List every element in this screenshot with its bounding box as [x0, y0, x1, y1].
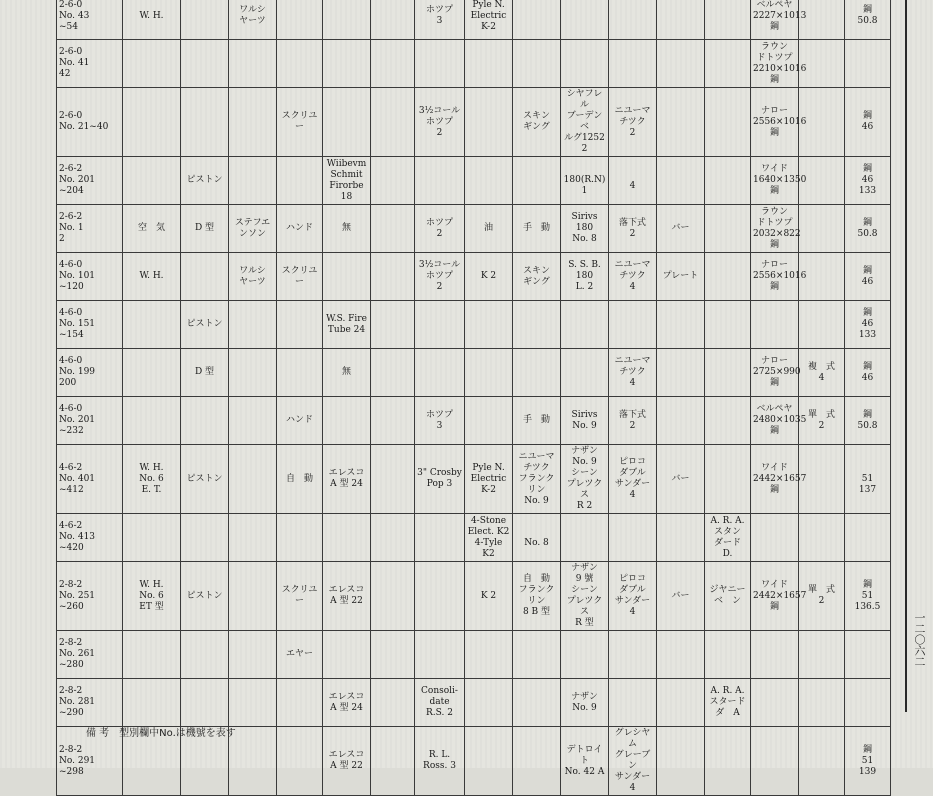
table-cell: [705, 40, 751, 88]
table-cell: 鋼 46 133: [845, 301, 891, 349]
table-cell: [751, 631, 799, 679]
table-cell: [465, 40, 513, 88]
table-row: [57, 631, 891, 679]
table-cell: ワルシ ヤーツ: [229, 0, 277, 40]
table-cell: [371, 727, 415, 796]
table-cell: 鋼 51 136.5: [845, 562, 891, 631]
table-cell: 180(R.N) 1: [561, 157, 609, 205]
table-cell: エレスコ A 型 24: [323, 445, 371, 514]
table-cell: [323, 0, 371, 40]
table-cell: [513, 679, 561, 727]
table-row: [57, 514, 891, 562]
table-row: [57, 679, 891, 727]
table-cell: [751, 679, 799, 727]
table-cell: [371, 301, 415, 349]
table-cell: 51 137: [845, 445, 891, 514]
table-cell: スクリユー: [277, 88, 323, 157]
table-cell: [277, 727, 323, 796]
table-cell: W. H.: [123, 0, 181, 40]
table-cell: ジヤニー ベ ン: [705, 562, 751, 631]
table-cell: [657, 0, 705, 40]
table-cell: K 2: [465, 562, 513, 631]
table-cell: バー: [657, 445, 705, 514]
table-cell: [123, 88, 181, 157]
table-cell: ホツプ 3: [415, 0, 465, 40]
table-cell: [705, 445, 751, 514]
table-cell: [657, 397, 705, 445]
table-cell: エレスコ A 型 24: [323, 679, 371, 727]
table-cell: [705, 349, 751, 397]
table-cell: [465, 679, 513, 727]
table-cell: W. H.: [123, 253, 181, 301]
table-cell: [415, 349, 465, 397]
row-header-cell: 2-8-2 No. 291 ~298: [57, 727, 123, 796]
table-cell: 無: [323, 349, 371, 397]
table-cell: [371, 562, 415, 631]
table-cell: エレスコ A 型 22: [323, 562, 371, 631]
table-cell: [123, 157, 181, 205]
table-cell: [229, 349, 277, 397]
table-cell: [705, 0, 751, 40]
table-cell: [465, 157, 513, 205]
table-cell: [799, 205, 845, 253]
table-cell: [561, 514, 609, 562]
table-cell: Pyle N. Electric K-2: [465, 445, 513, 514]
table-cell: ホツプ 2: [415, 205, 465, 253]
table-cell: [181, 0, 229, 40]
table-cell: 鋼 46: [845, 349, 891, 397]
table-cell: スキン ギング: [513, 253, 561, 301]
table-cell: [705, 397, 751, 445]
table-cell: D 型: [181, 349, 229, 397]
row-header-cell: 4-6-0 No. 199 200: [57, 349, 123, 397]
table-cell: [705, 631, 751, 679]
table-cell: シヤフレル ブーデンベ ルグ1252 2: [561, 88, 609, 157]
table-cell: [323, 631, 371, 679]
table-cell: [371, 157, 415, 205]
table-cell: ニユーマ チツク 4: [609, 349, 657, 397]
table-row: [57, 40, 891, 88]
table-body: [57, 0, 891, 796]
table-cell: [371, 349, 415, 397]
table-cell: [181, 88, 229, 157]
table-cell: ハンド: [277, 205, 323, 253]
table-cell: 複 式 4: [799, 349, 845, 397]
table-cell: [323, 88, 371, 157]
table-cell: [513, 0, 561, 40]
table-cell: [229, 40, 277, 88]
table-cell: [277, 40, 323, 88]
row-header-cell: 2-8-2 No. 281 ~290: [57, 679, 123, 727]
table-cell: [845, 631, 891, 679]
table-cell: ナザン No. 9 シーン プレツクス R 2: [561, 445, 609, 514]
table-cell: [277, 679, 323, 727]
table-cell: バー: [657, 205, 705, 253]
table-cell: ワイド 2442×1657 鋼: [751, 562, 799, 631]
table-cell: [123, 397, 181, 445]
table-cell: ニユーマ チツク フランク リン No. 9: [513, 445, 561, 514]
table-cell: [465, 349, 513, 397]
table-cell: [371, 253, 415, 301]
table-cell: [323, 40, 371, 88]
table-cell: [181, 631, 229, 679]
locomotive-spec-table: [56, 0, 891, 796]
table-cell: [229, 562, 277, 631]
table-cell: [181, 514, 229, 562]
table-cell: 4: [609, 157, 657, 205]
table-cell: [123, 349, 181, 397]
table-cell: S. S. B. 180 L. 2: [561, 253, 609, 301]
table-cell: [229, 301, 277, 349]
table-cell: ナロー 2556×1016 鋼: [751, 88, 799, 157]
table-cell: 3½コール ホツプ 2: [415, 88, 465, 157]
table-cell: [415, 157, 465, 205]
table-cell: 無: [323, 205, 371, 253]
table-cell: 4-Stone Elect. K2 4-Tyle K2: [465, 514, 513, 562]
table-cell: [845, 40, 891, 88]
table-cell: K 2: [465, 253, 513, 301]
table-cell: ステフエ ンソン: [229, 205, 277, 253]
table-cell: [561, 0, 609, 40]
table-cell: [415, 514, 465, 562]
table-cell: ベルペヤ 2480×1035 鋼: [751, 397, 799, 445]
table-cell: [657, 40, 705, 88]
table-cell: 鋼 46: [845, 253, 891, 301]
table-cell: プレート: [657, 253, 705, 301]
table-cell: [513, 157, 561, 205]
table-cell: [609, 0, 657, 40]
table-cell: [371, 397, 415, 445]
row-header-cell: 2-8-2 No. 261 ~280: [57, 631, 123, 679]
table-cell: A. R. A. スタン ダード D.: [705, 514, 751, 562]
table-cell: [657, 727, 705, 796]
table-cell: [371, 88, 415, 157]
table-cell: 鋼 50.8: [845, 397, 891, 445]
table-row: [57, 157, 891, 205]
table-row: [57, 88, 891, 157]
table-cell: 手 動: [513, 397, 561, 445]
table-cell: [705, 301, 751, 349]
row-header-cell: 2-6-2 No. 201 ~204: [57, 157, 123, 205]
table-cell: ピロコ ダブル サンダー 4: [609, 445, 657, 514]
table-cell: ラウン ドトツプ 2032×822 鋼: [751, 205, 799, 253]
table-cell: ナロー 2725×990 鋼: [751, 349, 799, 397]
table-cell: [657, 631, 705, 679]
table-cell: [181, 253, 229, 301]
table-cell: [561, 349, 609, 397]
table-cell: [123, 301, 181, 349]
table-cell: [465, 727, 513, 796]
table-cell: 3" Crosby Pop 3: [415, 445, 465, 514]
table-cell: Wiibevm Schmit Firorbe 18: [323, 157, 371, 205]
table-cell: [465, 88, 513, 157]
table-cell: 自 動: [277, 445, 323, 514]
table-cell: [845, 514, 891, 562]
table-cell: ナロー 2556×1016 鋼: [751, 253, 799, 301]
table-cell: [751, 514, 799, 562]
table-cell: [609, 40, 657, 88]
table-row: [57, 349, 891, 397]
table-row: [57, 397, 891, 445]
table-cell: エヤー: [277, 631, 323, 679]
table-cell: Sirivs No. 9: [561, 397, 609, 445]
table-cell: ナザン No. 9: [561, 679, 609, 727]
table-cell: [657, 88, 705, 157]
table-cell: [705, 253, 751, 301]
table-cell: [371, 514, 415, 562]
table-cell: [229, 88, 277, 157]
table-cell: [123, 631, 181, 679]
row-header-cell: 4-6-0 No. 101 ~120: [57, 253, 123, 301]
table-cell: [123, 679, 181, 727]
table-cell: A. R. A. スタード ダ A: [705, 679, 751, 727]
table-cell: 手 動: [513, 205, 561, 253]
table-cell: R. L. Ross. 3: [415, 727, 465, 796]
table-cell: [415, 562, 465, 631]
table-cell: ワイド 1640×1350 鋼: [751, 157, 799, 205]
table-cell: [705, 88, 751, 157]
table-cell: [705, 727, 751, 796]
table-cell: 單 式 2: [799, 562, 845, 631]
table-cell: ピストン: [181, 157, 229, 205]
table-cell: [513, 349, 561, 397]
row-header-cell: 2-8-2 No. 251 ~260: [57, 562, 123, 631]
table-cell: ワルシ ヤーツ: [229, 253, 277, 301]
table-cell: [513, 727, 561, 796]
table-cell: ピストン: [181, 301, 229, 349]
table-cell: [799, 727, 845, 796]
table-cell: [229, 157, 277, 205]
table-cell: [705, 157, 751, 205]
table-cell: [465, 397, 513, 445]
table-cell: [229, 397, 277, 445]
table-cell: ピロコ ダブル サンダー 4: [609, 562, 657, 631]
table-cell: ハンド: [277, 397, 323, 445]
table-cell: [229, 679, 277, 727]
table-cell: [323, 514, 371, 562]
table-cell: [845, 679, 891, 727]
table-cell: [657, 301, 705, 349]
table-cell: [513, 40, 561, 88]
table-cell: [277, 0, 323, 40]
table-cell: D 型: [181, 205, 229, 253]
page-number: 一二〇六二: [913, 612, 926, 667]
table-cell: 單 式 2: [799, 397, 845, 445]
table-cell: [799, 301, 845, 349]
row-header-cell: 2-6-2 No. 1 2: [57, 205, 123, 253]
row-header-cell: 4-6-0 No. 201 ~232: [57, 397, 123, 445]
table-cell: バー: [657, 562, 705, 631]
table-cell: ワイド 2442×1657 鋼: [751, 445, 799, 514]
table-cell: [751, 727, 799, 796]
table-cell: [609, 514, 657, 562]
table-cell: [371, 679, 415, 727]
table-cell: [371, 40, 415, 88]
table-cell: [799, 514, 845, 562]
table-cell: [371, 631, 415, 679]
table-cell: デトロイト No. 42 A: [561, 727, 609, 796]
table-cell: 空 気: [123, 205, 181, 253]
table-cell: [371, 445, 415, 514]
table-cell: 鋼 46: [845, 88, 891, 157]
table-cell: Sirivs 180 No. 8: [561, 205, 609, 253]
row-header-cell: 2-6-0 No. 21~40: [57, 88, 123, 157]
table-cell: W. H. No. 6 E. T.: [123, 445, 181, 514]
table-cell: [229, 514, 277, 562]
table-cell: [657, 349, 705, 397]
table-cell: [229, 631, 277, 679]
table-cell: [323, 253, 371, 301]
table-cell: スクリユー: [277, 253, 323, 301]
table-cell: ニユーマ チツク 4: [609, 253, 657, 301]
table-cell: ピストン: [181, 562, 229, 631]
table-row: [57, 253, 891, 301]
table-row: [57, 205, 891, 253]
table-cell: エレスコ A 型 22: [323, 727, 371, 796]
table-cell: [513, 631, 561, 679]
table-cell: ラウン ドトツプ 2210×1016 鋼: [751, 40, 799, 88]
table-cell: [513, 301, 561, 349]
table-cell: [123, 40, 181, 88]
table-row: [57, 445, 891, 514]
table-cell: [657, 514, 705, 562]
table-cell: [277, 301, 323, 349]
table-cell: [657, 679, 705, 727]
table-cell: [123, 514, 181, 562]
table-cell: [415, 631, 465, 679]
table-cell: ベルペヤ 2227×1013 鋼: [751, 0, 799, 40]
table-cell: [657, 157, 705, 205]
table-cell: 落下式 2: [609, 397, 657, 445]
table-cell: [705, 205, 751, 253]
table-cell: 鋼 46 133: [845, 157, 891, 205]
table-cell: Pyle N. Electric K-2: [465, 0, 513, 40]
table-cell: [277, 514, 323, 562]
table-cell: [181, 397, 229, 445]
row-header-cell: 2-6-0 No. 43 ~54: [57, 0, 123, 40]
table-cell: [609, 679, 657, 727]
row-header-cell: 4-6-2 No. 401 ~412: [57, 445, 123, 514]
table-cell: Consoli- date R.S. 2: [415, 679, 465, 727]
table-cell: [181, 679, 229, 727]
table-cell: スキン ギング: [513, 88, 561, 157]
table-cell: W.S. Fire Tube 24: [323, 301, 371, 349]
table-cell: [465, 301, 513, 349]
table-cell: 鋼 50.8: [845, 205, 891, 253]
table-cell: [465, 631, 513, 679]
table-cell: [561, 631, 609, 679]
table-cell: 3½コール ホツプ 2: [415, 253, 465, 301]
table-cell: [799, 679, 845, 727]
footnote: 備 考 型別欄中No.は機號を表す: [86, 728, 236, 739]
table-cell: ピストン: [181, 445, 229, 514]
table-cell: W. H. No. 6 ET 型: [123, 562, 181, 631]
table-cell: [323, 397, 371, 445]
table-cell: [561, 301, 609, 349]
row-header-cell: 4-6-2 No. 413 ~420: [57, 514, 123, 562]
table-cell: [609, 301, 657, 349]
table-cell: [799, 631, 845, 679]
table-cell: グレシヤム グレーブン サンダー 4: [609, 727, 657, 796]
row-header-cell: 4-6-0 No. 151 ~154: [57, 301, 123, 349]
table-cell: [277, 349, 323, 397]
table-cell: 落下式 2: [609, 205, 657, 253]
table-cell: [229, 445, 277, 514]
table-row: [57, 562, 891, 631]
table-cell: [415, 40, 465, 88]
table-cell: 鋼 50.8: [845, 0, 891, 40]
table-cell: 油: [465, 205, 513, 253]
table-cell: 自 動 フランク リン 8 B 型: [513, 562, 561, 631]
table-cell: [561, 40, 609, 88]
right-border-rule: [905, 0, 907, 712]
table-cell: [415, 301, 465, 349]
table-cell: [609, 631, 657, 679]
table-cell: [181, 40, 229, 88]
table-cell: [371, 205, 415, 253]
table-cell: ナザン 9 號 シーン プレツクス R 型: [561, 562, 609, 631]
table-cell: [371, 0, 415, 40]
table-cell: スクリユー: [277, 562, 323, 631]
table-row: [57, 301, 891, 349]
table-row: [57, 0, 891, 40]
row-header-cell: 2-6-0 No. 41 42: [57, 40, 123, 88]
table-cell: 鋼 51 139: [845, 727, 891, 796]
table-cell: No. 8: [513, 514, 561, 562]
table-cell: ニユーマ チツク 2: [609, 88, 657, 157]
table-cell: [751, 301, 799, 349]
table-cell: ホツプ 3: [415, 397, 465, 445]
table-cell: [277, 157, 323, 205]
